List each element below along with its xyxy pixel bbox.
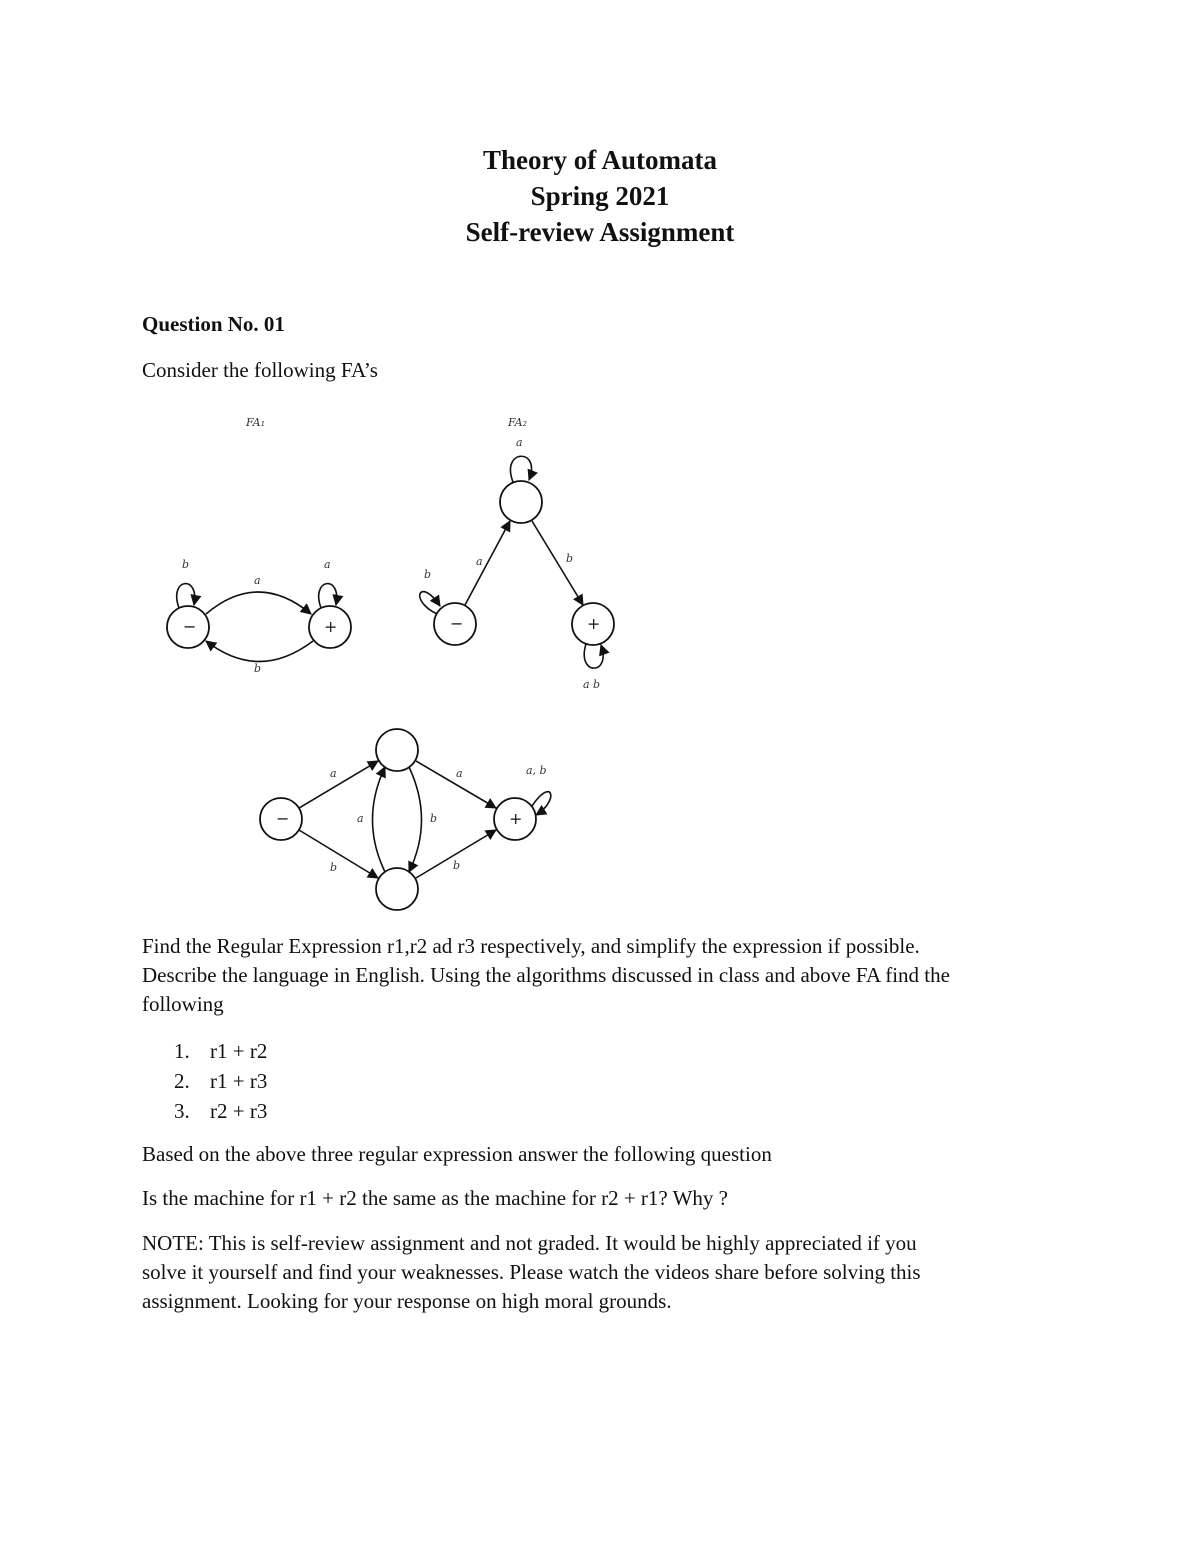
instructions-paragraph (142, 932, 1072, 1019)
list-item (174, 1066, 267, 1096)
fa1-final-sign: + (324, 617, 338, 636)
list-item-text: r2 + r3 (210, 1099, 268, 1123)
list-item-number: 3. (174, 1099, 190, 1123)
fa3-edge-bottom-top-label: a (357, 812, 364, 825)
fa2-label: FA₂ (508, 416, 528, 429)
fa2-start-sign: − (450, 614, 464, 633)
fa1-edge-a-label: a (254, 574, 261, 587)
fa3-edge-start-top-label: a (330, 767, 337, 780)
fa3-edge-start-top (299, 761, 378, 808)
fa2-loop-a-label: a (516, 436, 523, 449)
document-term: Spring 2021 (530, 181, 670, 211)
note-line-2: solve it yourself and find your weaknesses. Please watch the videos share before solving this (142, 1260, 921, 1284)
fa2-loop-ab (584, 644, 603, 668)
note-paragraph (142, 1229, 1072, 1316)
list-item-number: 1. (174, 1039, 190, 1063)
fa2-loop-ab-label: a b (583, 678, 601, 691)
list-item-text: r1 + r2 (210, 1039, 268, 1063)
fa2-top-state (500, 481, 542, 523)
question-heading: Question No. 01 (142, 312, 285, 336)
fa1-start-sign: − (183, 617, 197, 636)
fa2-loop-b-label: b (424, 568, 432, 581)
fa1-edge-a (206, 592, 311, 614)
fa3-edge-start-bottom (299, 830, 378, 878)
list-item (174, 1096, 267, 1126)
fa2-diagram (420, 436, 614, 691)
fa1-loop-b (177, 584, 195, 608)
fa3-final-sign: + (509, 809, 523, 828)
question-intro: Consider the following FA’s (142, 358, 378, 382)
fa1-loop-a-label: a (324, 558, 331, 571)
fa3-edge-bottom-top (373, 767, 386, 872)
why-question: Is the machine for r1 + r2 the same as the machine for r2 + r1? Why ? (142, 1186, 729, 1210)
fa3-start-sign: − (276, 809, 290, 828)
fa2-edge-a (465, 521, 510, 605)
expression-list (174, 1036, 267, 1126)
fa1-loop-a (319, 584, 337, 608)
fa2-loop-b (420, 592, 440, 614)
fa3-loop-ab-label: a, b (526, 764, 547, 777)
list-item-number: 2. (174, 1069, 190, 1093)
note-line-3: assignment. Looking for your response on high moral grounds. (142, 1289, 672, 1313)
fa1-edge-b (206, 641, 313, 662)
fa1-label: FA₁ (246, 416, 266, 429)
fa3-edge-bottom-final-label: b (453, 859, 461, 872)
fa2-edge-b (532, 521, 583, 605)
document-subtitle: Self-review Assignment (465, 217, 735, 247)
fa2-loop-a (510, 456, 531, 482)
fa3-edge-top-bottom (409, 767, 422, 872)
fa2-final-sign: + (587, 614, 601, 633)
followup-text: Based on the above three regular expression answer the following question (142, 1142, 772, 1166)
fa1-loop-b-label: b (182, 558, 190, 571)
list-item (174, 1036, 267, 1066)
fa3-diagram (260, 729, 551, 910)
note-line-1: NOTE: This is self-review assignment and not graded. It would be highly appreciated if you (142, 1231, 917, 1255)
document-title: Theory of Automata (483, 145, 717, 175)
fa1-diagram (167, 558, 351, 675)
fa3-edge-start-bottom-label: b (330, 861, 338, 874)
fa3-top-state (376, 729, 418, 771)
fa3-bottom-state (376, 868, 418, 910)
instructions-line-1: Find the Regular Expression r1,r2 ad r3 respectively, and simplify the expression if possible. (142, 934, 920, 958)
fa3-edge-top-bottom-label: b (430, 812, 438, 825)
fa1-edge-b-label: b (254, 662, 262, 675)
fa2-edge-b-label: b (566, 552, 574, 565)
list-item-text: r1 + r3 (210, 1069, 268, 1093)
instructions-line-2: Describe the language in English. Using the algorithms discussed in class and above FA find the (142, 963, 950, 987)
instructions-line-3: following (142, 992, 224, 1016)
fa2-edge-a-label: a (476, 555, 483, 568)
fa3-edge-top-final-label: a (456, 767, 463, 780)
